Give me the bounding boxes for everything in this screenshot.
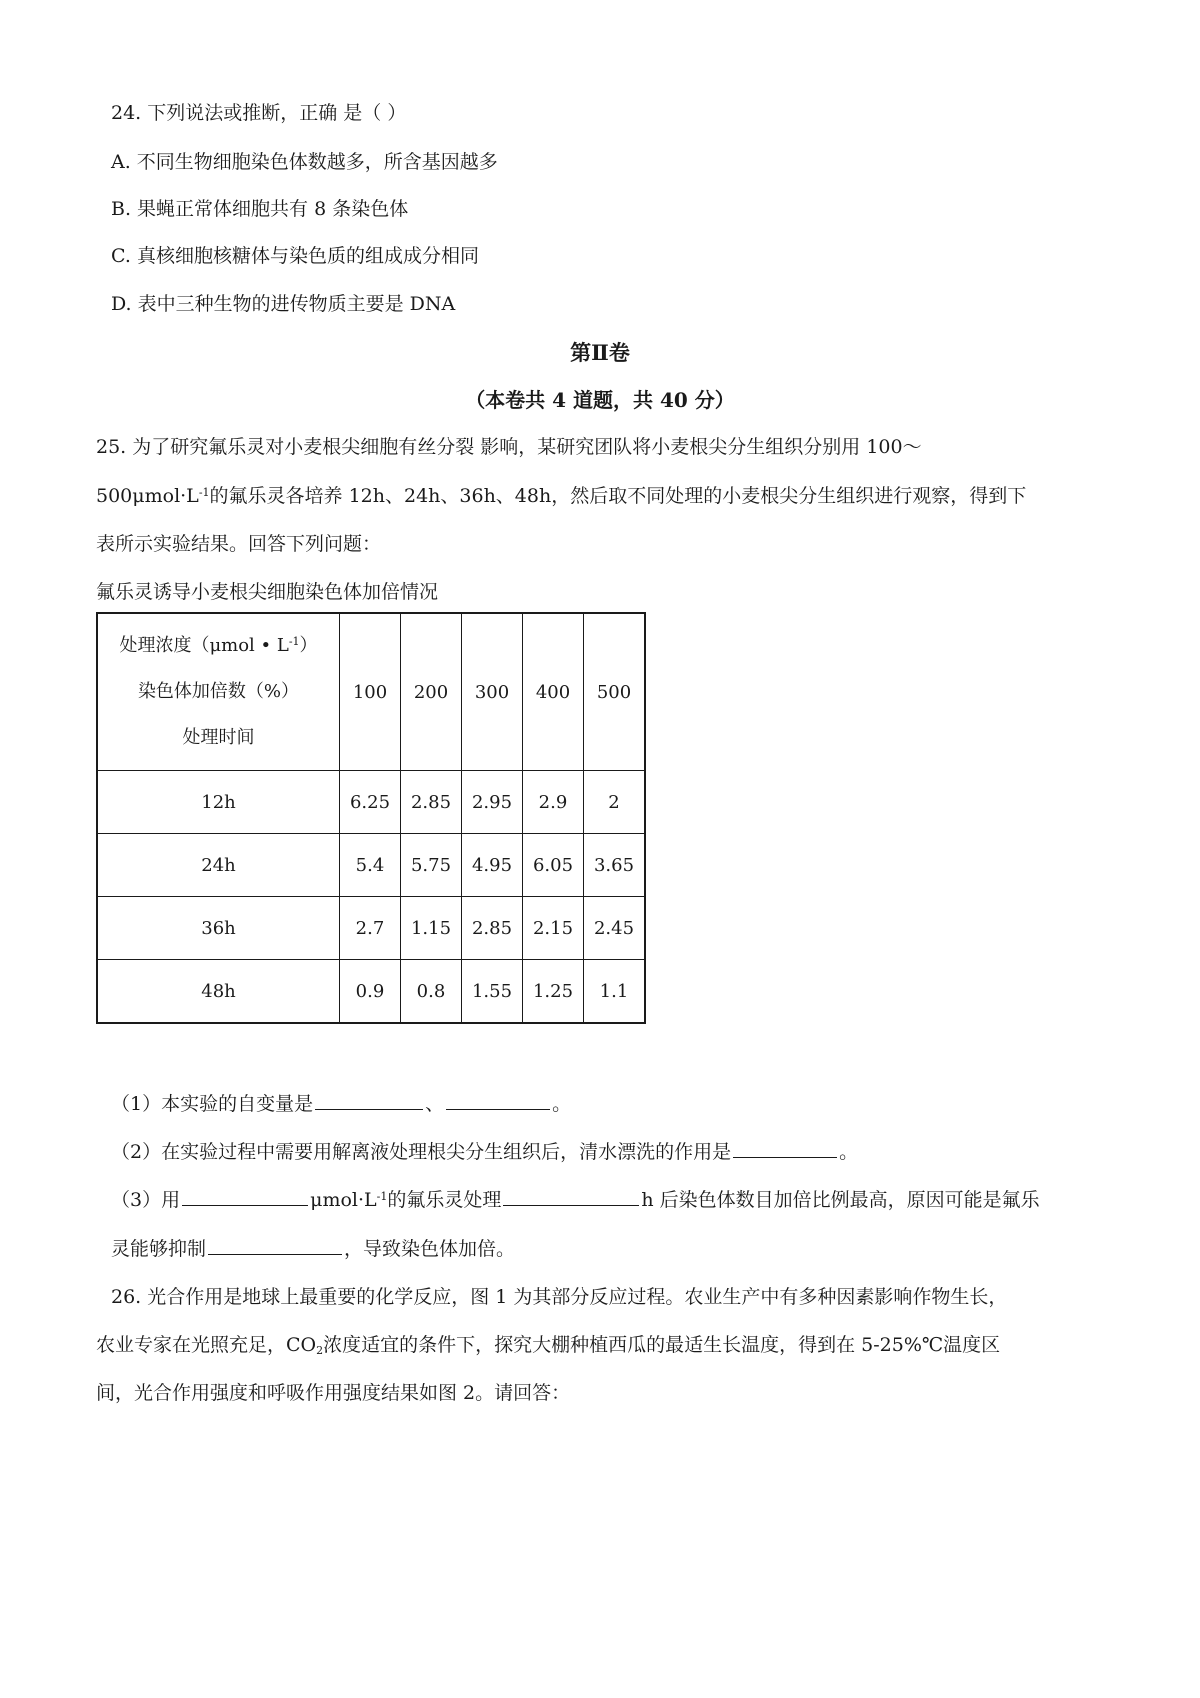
header-concentration-label: 处理浓度（μmol • $L^{-1}$） xyxy=(119,635,318,656)
concentration-header: 500 xyxy=(584,613,646,771)
table-row xyxy=(97,834,645,897)
table-caption: 氟乐灵诱导小麦根尖细胞染色体加倍情况 xyxy=(96,581,439,603)
time-cell: 48h xyxy=(97,960,340,1024)
q24-option-b: B. 果蝇正常体细胞共有 8 条染色体 xyxy=(111,198,409,220)
q25-line3: 表所示实验结果。回答下列问题： xyxy=(96,533,382,555)
concentration-header: 200 xyxy=(401,613,462,771)
time-cell: 24h xyxy=(97,834,340,897)
table-header-cell xyxy=(97,613,340,771)
value-cell: 2.95 xyxy=(462,771,523,834)
value-cell: 0.9 xyxy=(340,960,401,1024)
q25-sub3-line1: （3）用 $\mu mol\cdot L^{-1}$的氟乐灵处理 h 后染色体数目加倍比例最高，原因可能是氟乐 xyxy=(111,1189,1040,1211)
time-cell: 36h xyxy=(97,897,340,960)
value-cell: 1.25 xyxy=(523,960,584,1024)
table-header-row xyxy=(97,613,645,771)
time-cell: 12h xyxy=(97,771,340,834)
answer-blank[interactable] xyxy=(446,1091,550,1110)
q25-line2: $500\mu mol\cdot L^{-1}$的氟乐灵各培养 12h、24h、36h、48h，然后取不同处理的小麦根尖分生组织进行观察，得到下 xyxy=(96,485,1027,507)
value-cell: 2.9 xyxy=(523,771,584,834)
value-cell: 1.1 xyxy=(584,960,646,1024)
value-cell: 1.55 xyxy=(462,960,523,1024)
data-table xyxy=(96,612,646,1024)
q25-sub2: （2）在实验过程中需要用解离液处理根尖分生组织后，清水漂洗的作用是 。 xyxy=(111,1141,859,1163)
q24-option-c: C. 真核细胞核糖体与染色质的组成成分相同 xyxy=(111,245,479,267)
q24-option-a: A. 不同生物细胞染色体数越多，所含基因越多 xyxy=(111,151,498,173)
value-cell: 2.85 xyxy=(462,897,523,960)
value-cell: 3.65 xyxy=(584,834,646,897)
q24-option-d: D. 表中三种生物的进传物质主要是 DNA xyxy=(111,293,456,315)
q25-sub1: （1）本实验的自变量是 、 。 xyxy=(111,1093,572,1115)
concentration-header: 400 xyxy=(523,613,584,771)
value-cell: 5.4 xyxy=(340,834,401,897)
answer-blank[interactable] xyxy=(208,1236,342,1255)
concentration-header: 300 xyxy=(462,613,523,771)
value-cell: 2.85 xyxy=(401,771,462,834)
answer-blank[interactable] xyxy=(503,1187,639,1206)
value-cell: 2 xyxy=(584,771,646,834)
q26-line1: 26. 光合作用是地球上最重要的化学反应，图 1 为其部分反应过程。农业生产中有多种因素影响作物生长， xyxy=(111,1286,1008,1308)
q24-stem: 24. 下列说法或推断，正确 是（ ） xyxy=(111,102,407,124)
q25-line1: 25. 为了研究氟乐灵对小麦根尖细胞有丝分裂 影响，某研究团队将小麦根尖分生组织分别用 100～ xyxy=(96,436,922,458)
value-cell: 0.8 xyxy=(401,960,462,1024)
section-subtitle: （本卷共 4 道题，共 40 分） xyxy=(465,388,735,412)
table-row xyxy=(97,960,645,1024)
section-title: 第Ⅱ卷 xyxy=(570,340,630,365)
value-cell: 2.15 xyxy=(523,897,584,960)
value-cell: 6.25 xyxy=(340,771,401,834)
value-cell: 4.95 xyxy=(462,834,523,897)
value-cell: 5.75 xyxy=(401,834,462,897)
answer-blank[interactable] xyxy=(315,1091,423,1110)
answer-blank[interactable] xyxy=(182,1187,308,1206)
header-doubling-label: 染色体加倍数（%） xyxy=(137,681,300,702)
q26-line2: 农业专家在光照充足，$CO_2$浓度适宜的条件下，探究大棚种植西瓜的最适生长温度，得到在 5-25%℃温度区 xyxy=(96,1334,1001,1357)
q25-sub3-line2: 灵能够抑制 ，导致染色体加倍。 xyxy=(111,1238,516,1260)
table-row xyxy=(97,897,645,960)
q26-line3: 间，光合作用强度和呼吸作用强度结果如图 2。请回答： xyxy=(96,1382,571,1404)
value-cell: 1.15 xyxy=(401,897,462,960)
value-cell: 6.05 xyxy=(523,834,584,897)
value-cell: 2.7 xyxy=(340,897,401,960)
value-cell: 2.45 xyxy=(584,897,646,960)
table-row xyxy=(97,771,645,834)
concentration-header: 100 xyxy=(340,613,401,771)
answer-blank[interactable] xyxy=(733,1139,837,1158)
header-time-label: 处理时间 xyxy=(182,727,255,748)
